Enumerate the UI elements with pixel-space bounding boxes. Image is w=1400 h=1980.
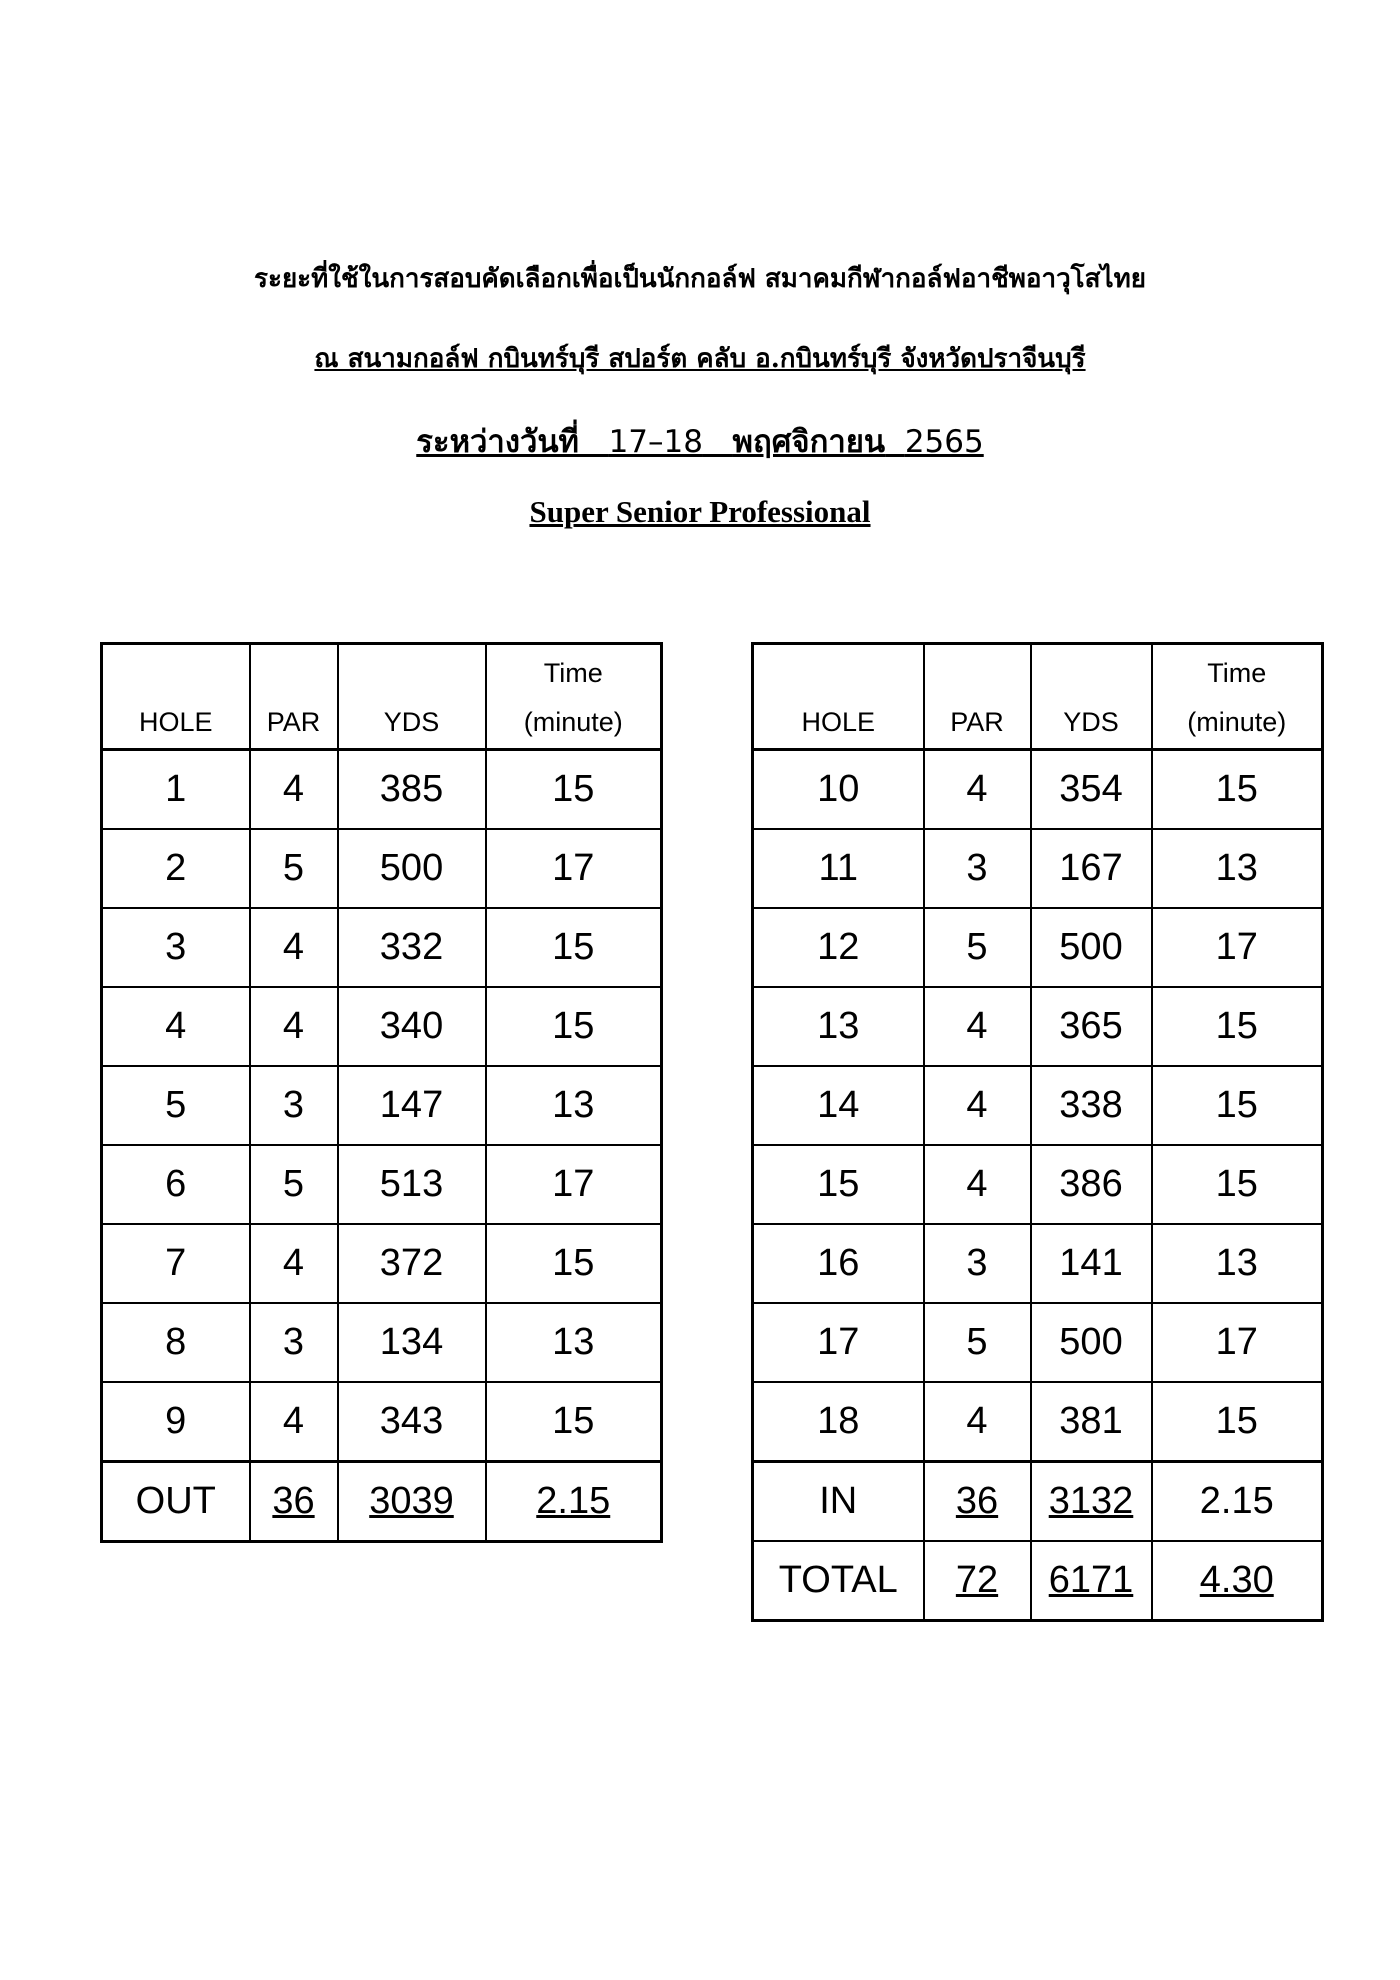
time-cell: 15 bbox=[1152, 750, 1323, 830]
total-time-value: 4.30 bbox=[1199, 1559, 1274, 1601]
yds-cell: 513 bbox=[338, 1145, 486, 1224]
table-row bbox=[102, 1145, 662, 1224]
table-row bbox=[102, 1066, 662, 1145]
par-cell: 4 bbox=[924, 987, 1031, 1066]
table-row bbox=[753, 1066, 1323, 1145]
hole-cell: 18 bbox=[753, 1382, 924, 1462]
date-month: พฤศจิกายน bbox=[732, 424, 886, 460]
time-cell: 17 bbox=[486, 1145, 662, 1224]
par-cell: 4 bbox=[250, 987, 338, 1066]
par-cell: 3 bbox=[250, 1066, 338, 1145]
par-cell: 4 bbox=[924, 1066, 1031, 1145]
hole-cell: 10 bbox=[753, 750, 924, 830]
time-cell: 15 bbox=[1152, 987, 1323, 1066]
yds-cell: 332 bbox=[338, 908, 486, 987]
in-time-total bbox=[1152, 1462, 1323, 1542]
table-row bbox=[102, 829, 662, 908]
par-cell: 3 bbox=[924, 829, 1031, 908]
date-line bbox=[0, 416, 1400, 466]
time-label: Time bbox=[1207, 658, 1267, 688]
column-header-hole: HOLE bbox=[102, 644, 250, 750]
time-unit-label: (minute) bbox=[1187, 707, 1287, 737]
time-cell: 13 bbox=[486, 1303, 662, 1382]
table-header-row bbox=[753, 644, 1323, 750]
par-cell: 4 bbox=[924, 1145, 1031, 1224]
in-yds-total bbox=[1031, 1462, 1152, 1542]
time-cell: 15 bbox=[486, 750, 662, 830]
time-cell: 17 bbox=[1152, 908, 1323, 987]
in-total-row bbox=[753, 1462, 1323, 1542]
table-row bbox=[753, 1224, 1323, 1303]
column-header-time bbox=[1152, 644, 1323, 750]
date-range: 17–18 bbox=[608, 424, 703, 460]
column-header-par: PAR bbox=[250, 644, 338, 750]
yds-cell: 354 bbox=[1031, 750, 1152, 830]
yds-cell: 500 bbox=[1031, 1303, 1152, 1382]
par-cell: 4 bbox=[250, 1224, 338, 1303]
time-cell: 15 bbox=[486, 987, 662, 1066]
hole-cell: 16 bbox=[753, 1224, 924, 1303]
in-label: IN bbox=[753, 1462, 924, 1542]
yds-cell: 343 bbox=[338, 1382, 486, 1462]
hole-cell: 8 bbox=[102, 1303, 250, 1382]
hole-cell: 14 bbox=[753, 1066, 924, 1145]
total-yds bbox=[1031, 1541, 1152, 1621]
table-row bbox=[102, 1382, 662, 1462]
out-yds-value: 3039 bbox=[369, 1480, 454, 1522]
table-row bbox=[102, 1303, 662, 1382]
in-par-value: 36 bbox=[955, 1480, 999, 1522]
time-cell: 13 bbox=[1152, 829, 1323, 908]
yds-cell: 167 bbox=[1031, 829, 1152, 908]
time-cell: 15 bbox=[486, 908, 662, 987]
time-unit-label: (minute) bbox=[523, 707, 623, 737]
time-cell: 17 bbox=[1152, 1303, 1323, 1382]
total-par bbox=[924, 1541, 1031, 1621]
par-cell: 4 bbox=[924, 750, 1031, 830]
hole-cell: 3 bbox=[102, 908, 250, 987]
time-cell: 17 bbox=[486, 829, 662, 908]
out-time-value: 2.15 bbox=[536, 1480, 611, 1522]
time-cell: 13 bbox=[486, 1066, 662, 1145]
yds-cell: 365 bbox=[1031, 987, 1152, 1066]
time-cell: 15 bbox=[1152, 1145, 1323, 1224]
front-nine-table bbox=[100, 642, 663, 1543]
grand-total-row bbox=[753, 1541, 1323, 1621]
table-header-row bbox=[102, 644, 662, 750]
par-cell: 4 bbox=[250, 1382, 338, 1462]
par-cell: 3 bbox=[250, 1303, 338, 1382]
total-time bbox=[1152, 1541, 1323, 1621]
time-cell: 15 bbox=[1152, 1382, 1323, 1462]
yds-cell: 386 bbox=[1031, 1145, 1152, 1224]
column-header-hole: HOLE bbox=[753, 644, 924, 750]
out-par-total bbox=[250, 1462, 338, 1542]
table-row bbox=[753, 750, 1323, 830]
par-cell: 3 bbox=[924, 1224, 1031, 1303]
yds-cell: 141 bbox=[1031, 1224, 1152, 1303]
in-par-total bbox=[924, 1462, 1031, 1542]
in-time-value: 2.15 bbox=[1199, 1480, 1274, 1522]
table-row bbox=[102, 1224, 662, 1303]
hole-cell: 5 bbox=[102, 1066, 250, 1145]
column-header-yds: YDS bbox=[338, 644, 486, 750]
yds-cell: 372 bbox=[338, 1224, 486, 1303]
hole-cell: 17 bbox=[753, 1303, 924, 1382]
hole-cell: 13 bbox=[753, 987, 924, 1066]
hole-cell: 6 bbox=[102, 1145, 250, 1224]
par-cell: 5 bbox=[924, 908, 1031, 987]
table-row bbox=[753, 1145, 1323, 1224]
hole-cell: 7 bbox=[102, 1224, 250, 1303]
hole-cell: 9 bbox=[102, 1382, 250, 1462]
time-cell: 15 bbox=[486, 1382, 662, 1462]
table-row bbox=[753, 1382, 1323, 1462]
table-row bbox=[753, 1303, 1323, 1382]
hole-cell: 15 bbox=[753, 1145, 924, 1224]
yds-cell: 147 bbox=[338, 1066, 486, 1145]
table-row bbox=[753, 987, 1323, 1066]
hole-cell: 4 bbox=[102, 987, 250, 1066]
table-row bbox=[753, 829, 1323, 908]
yds-cell: 338 bbox=[1031, 1066, 1152, 1145]
par-cell: 5 bbox=[250, 829, 338, 908]
yds-cell: 381 bbox=[1031, 1382, 1152, 1462]
date-prefix: ระหว่างวันที่ bbox=[416, 424, 579, 460]
hole-cell: 2 bbox=[102, 829, 250, 908]
time-cell: 15 bbox=[486, 1224, 662, 1303]
yds-cell: 340 bbox=[338, 987, 486, 1066]
total-par-value: 72 bbox=[955, 1559, 999, 1601]
out-yds-total bbox=[338, 1462, 486, 1542]
column-header-par: PAR bbox=[924, 644, 1031, 750]
hole-cell: 1 bbox=[102, 750, 250, 830]
back-nine-table bbox=[751, 642, 1324, 1622]
venue-line: ณ สนามกอล์ฟ กบินทร์บุรี สปอร์ต คลับ อ.กบินทร์บุรี จังหวัดปราจีนบุรี bbox=[314, 344, 1086, 374]
table-row bbox=[102, 908, 662, 987]
time-cell: 13 bbox=[1152, 1224, 1323, 1303]
column-header-yds: YDS bbox=[1031, 644, 1152, 750]
date-year: 2565 bbox=[904, 424, 984, 460]
yds-cell: 500 bbox=[1031, 908, 1152, 987]
total-label: TOTAL bbox=[753, 1541, 924, 1621]
out-par-value: 36 bbox=[272, 1480, 315, 1522]
category-title: Super Senior Professional bbox=[529, 494, 871, 529]
yds-cell: 134 bbox=[338, 1303, 486, 1382]
time-cell: 15 bbox=[1152, 1066, 1323, 1145]
time-label: Time bbox=[543, 658, 603, 688]
par-cell: 4 bbox=[924, 1382, 1031, 1462]
table-row bbox=[753, 908, 1323, 987]
par-cell: 4 bbox=[250, 750, 338, 830]
document-title: ระยะที่ใช้ในการสอบคัดเลือกเพื่อเป็นนักกอล์ฟ สมาคมกีฬากอล์ฟอาชีพอาวุโสไทย bbox=[254, 264, 1146, 294]
out-label: OUT bbox=[102, 1462, 250, 1542]
yds-cell: 500 bbox=[338, 829, 486, 908]
table-row bbox=[102, 750, 662, 830]
out-time-total bbox=[486, 1462, 662, 1542]
yds-cell: 385 bbox=[338, 750, 486, 830]
total-yds-value: 6171 bbox=[1048, 1559, 1134, 1601]
column-header-time bbox=[486, 644, 662, 750]
par-cell: 5 bbox=[250, 1145, 338, 1224]
in-yds-value: 3132 bbox=[1048, 1480, 1134, 1522]
table-row bbox=[102, 987, 662, 1066]
hole-cell: 11 bbox=[753, 829, 924, 908]
par-cell: 4 bbox=[250, 908, 338, 987]
hole-cell: 12 bbox=[753, 908, 924, 987]
par-cell: 5 bbox=[924, 1303, 1031, 1382]
out-total-row bbox=[102, 1462, 662, 1542]
